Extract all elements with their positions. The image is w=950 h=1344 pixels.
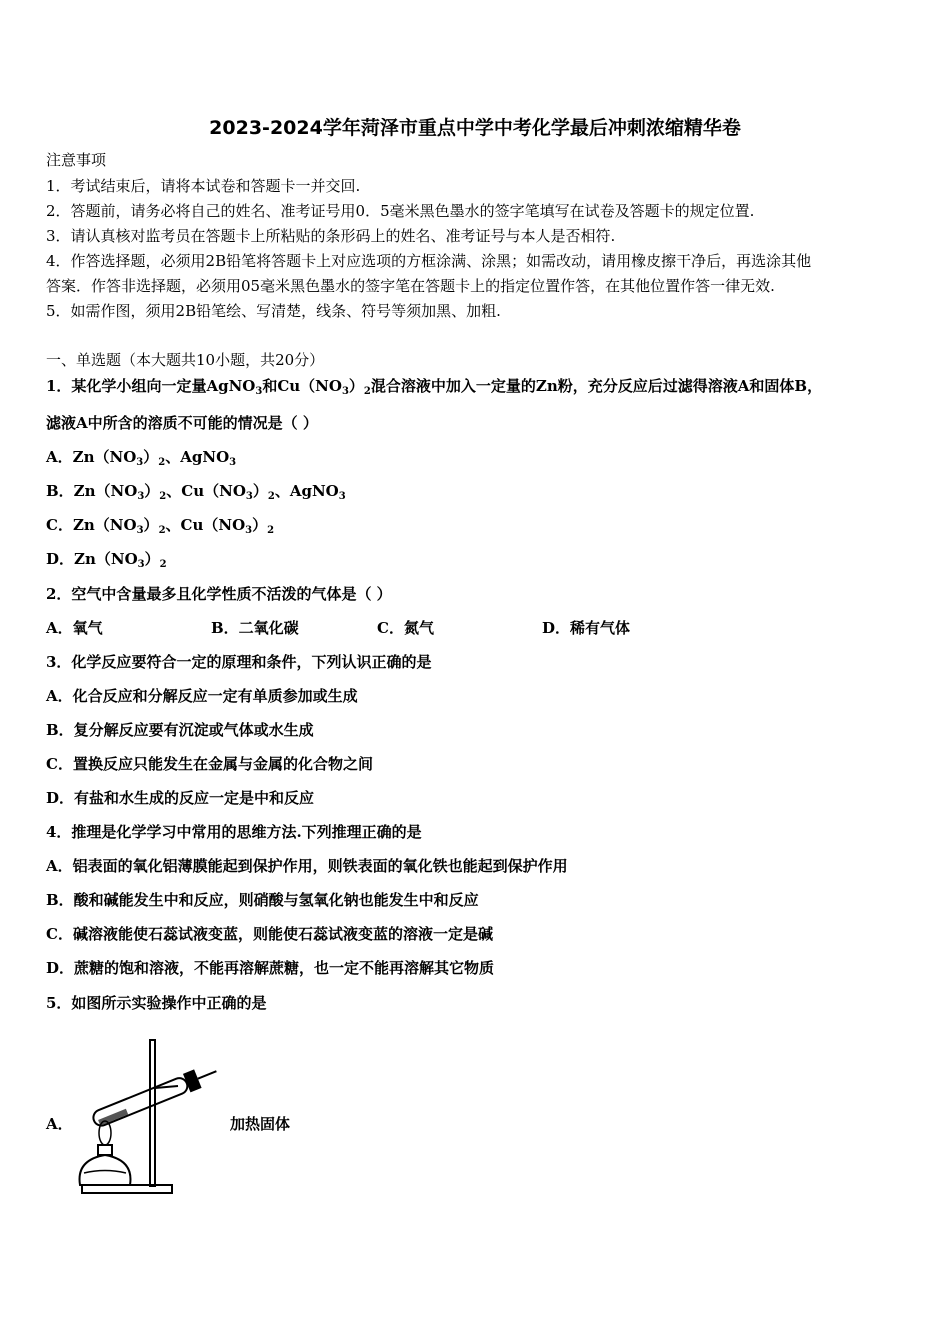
q1-text: 和Cu（NO	[262, 377, 342, 395]
opt-text: ）	[144, 550, 160, 568]
opt-text: 、AgNO	[274, 482, 339, 500]
opt-sub: 3	[245, 525, 253, 536]
q1-option-b	[46, 481, 346, 507]
q1-stem-line2: 滤液A中所含的溶质不可能的情况是（ ）	[46, 414, 318, 432]
notice-item: 5．如需作图，须用2B铅笔绘、写清楚，线条、符号等须加黑、加粗.	[46, 302, 501, 320]
q1-sub: 2	[363, 386, 371, 397]
opt-text: ）	[144, 482, 160, 500]
notice-item: 答案．作答非选择题，必须用05毫米黑色墨水的签字笔在答题卡上的指定位置作答，在其他位置作答一律无效.	[46, 277, 775, 295]
q1-stem	[46, 376, 822, 402]
opt-text: ）	[143, 516, 159, 534]
notice-item: 1．考试结束后，请将本试卷和答题卡一并交回.	[46, 177, 361, 195]
opt-text: C．Zn（NO	[46, 516, 137, 534]
q1-option-d	[46, 549, 167, 575]
opt-sub: 2	[159, 559, 167, 570]
notice-item: 4．作答选择题，必须用2B铅笔将答题卡上对应选项的方框涂满、涂黑；如需改动，请用橡皮擦干净后，再选涂其他	[46, 252, 812, 270]
opt-sub: 2	[158, 525, 166, 536]
q2-stem: 2．空气中含量最多且化学性质不活泼的气体是（ ）	[46, 585, 392, 603]
q4-stem: 4．推理是化学学习中常用的思维方法.下列推理正确的是	[46, 823, 422, 841]
q3-option-d: D．有盐和水生成的反应一定是中和反应	[46, 789, 315, 807]
q5-option-a-label: A．	[46, 1115, 73, 1133]
opt-sub: 2	[267, 491, 275, 502]
opt-sub: 3	[137, 559, 145, 570]
lamp-neck	[98, 1145, 112, 1155]
opt-text: 、Cu（NO	[165, 516, 246, 534]
opt-sub: 2	[159, 491, 167, 502]
opt-text: D．Zn（NO	[46, 550, 138, 568]
opt-sub: 2	[158, 457, 166, 468]
q2-option-d: D．稀有气体	[542, 619, 631, 637]
notice-item: 2．答题前，请务必将自己的姓名、准考证号用0．5毫米黑色墨水的签字笔填写在试卷及答题卡的规定位置.	[46, 202, 755, 220]
opt-text: 、Cu（NO	[166, 482, 246, 500]
q1-option-c	[46, 515, 274, 541]
opt-sub: 3	[136, 457, 144, 468]
stand-base	[82, 1185, 172, 1193]
q3-stem: 3．化学反应要符合一定的原理和条件，下列认识正确的是	[46, 653, 432, 671]
heating-apparatus-figure	[60, 1030, 230, 1200]
stand-rod	[150, 1040, 155, 1186]
notice-heading: 注意事项	[46, 151, 107, 169]
notice-item: 3．请认真核对监考员在答题卡上所粘贴的条形码上的姓名、准考证号与本人是否相符.	[46, 227, 616, 245]
opt-text: ）	[143, 448, 159, 466]
q4-option-a: A．铝表面的氧化铝薄膜能起到保护作用，则铁表面的氧化铁也能起到保护作用	[46, 857, 568, 875]
opt-text: A．Zn（NO	[46, 448, 137, 466]
q1-sub: 3	[341, 386, 349, 397]
q3-option-b: B．复分解反应要有沉淀或气体或水生成	[46, 721, 314, 739]
opt-sub: 2	[267, 525, 275, 536]
q4-option-b: B．酸和碱能发生中和反应，则硝酸与氢氧化钠也能发生中和反应	[46, 891, 479, 909]
q1-text: 1．某化学小组向一定量AgNO	[46, 377, 256, 395]
q1-option-a	[46, 447, 236, 473]
q3-option-a: A．化合反应和分解反应一定有单质参加或生成	[46, 687, 358, 705]
q2-option-b: B．二氧化碳	[211, 619, 299, 637]
lamp-liquid	[84, 1171, 126, 1174]
section-heading: 一、单选题（本大题共10小题，共20分）	[46, 351, 325, 369]
opt-text: B．Zn（NO	[46, 482, 138, 500]
opt-text: 、AgNO	[165, 448, 230, 466]
opt-sub: 3	[338, 491, 346, 502]
opt-sub: 3	[245, 491, 253, 502]
q1-text: 混合溶液中加入一定量的Zn粉，充分反应后过滤得溶液A和固体B，	[370, 377, 823, 395]
opt-sub: 3	[137, 491, 145, 502]
q2-option-c: C．氮气	[377, 619, 434, 637]
opt-text: ）	[252, 516, 268, 534]
opt-text: ）	[252, 482, 268, 500]
q5-stem: 5．如图所示实验操作中正确的是	[46, 994, 267, 1012]
opt-sub: 3	[229, 457, 237, 468]
page-title: 2023-2024学年菏泽市重点中学中考化学最后冲刺浓缩精华卷	[209, 117, 741, 139]
q4-option-c: C．碱溶液能使石蕊试液变蓝，则能使石蕊试液变蓝的溶液一定是碱	[46, 925, 493, 943]
q4-option-d: D．蔗糖的饱和溶液，不能再溶解蔗糖，也一定不能再溶解其它物质	[46, 959, 495, 977]
q3-option-c: C．置换反应只能发生在金属与金属的化合物之间	[46, 755, 373, 773]
opt-sub: 3	[136, 525, 144, 536]
q2-option-a: A．氧气	[46, 619, 103, 637]
q1-sub: 3	[255, 386, 263, 397]
q5-option-a-caption: 加热固体	[230, 1115, 291, 1133]
q1-text: ）	[348, 377, 364, 395]
